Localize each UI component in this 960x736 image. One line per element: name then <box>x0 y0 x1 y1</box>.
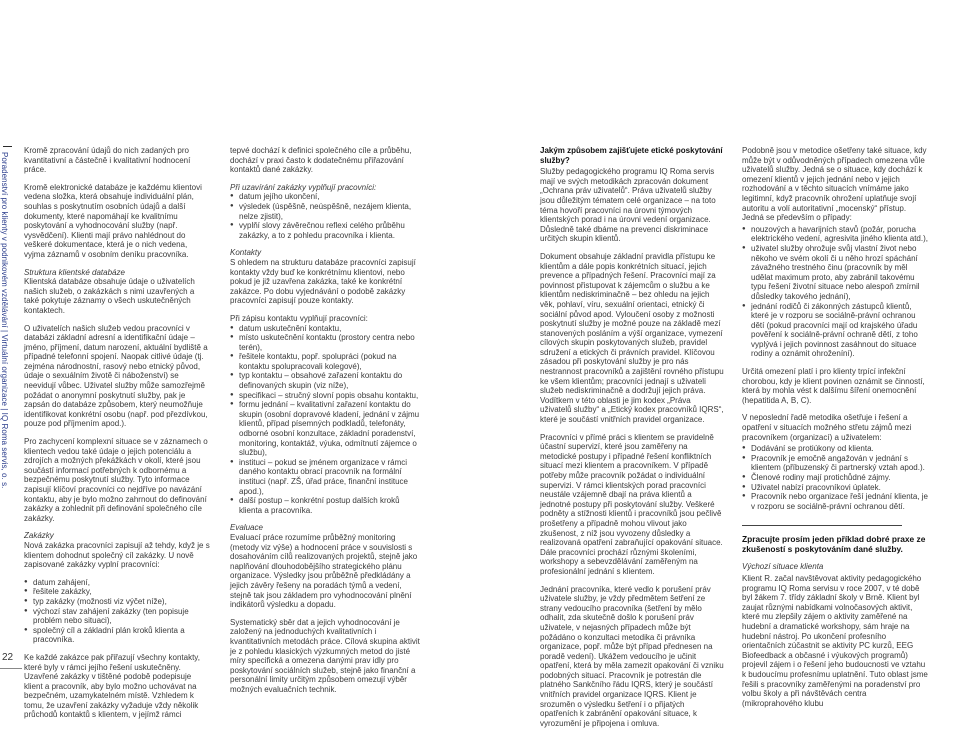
list-item: ● formu jednání – kvalitativní zařazení kontaktu do skupin (osobní dopravové kladení, jednání v zájmu klientů, případ písemných podkladů, telefonáty, odborné osobní konzultace, základní poradenství, monitoring, kontaktáž, výuka, odmítnutí zájemce o službu), <box>230 400 420 458</box>
list-item: ● datum uskutečnění kontaktu, <box>230 324 420 334</box>
list-item: ● výsledek (úspěšně, neúspěšně, nezájem klienta, nelze zjistit), <box>230 202 420 221</box>
paragraph: S ohledem na strukturu databáze pracovníci zapisují kontakty vždy buď ke konkrétnímu klientovi, nebo pokud je již uzavřena zakázka, také ke konkrétní zakázce. Po dobu vyjednávání o podobě zakázky pracovníci zapisují pouze kontakty. <box>230 257 416 306</box>
list-item: ● typ kontaktu – obsahové zařazení kontaktu do definovaných skupin (viz níže), <box>230 371 420 390</box>
paragraph: Podobně jsou v metodice ošetřeny také situace, kdy může být v odůvodněných případech omezena vůle uživatelů služby. Jedná se o situace, kdy dochází k omezení klientů v jejich jednání nebo v jejich rozhodování a v těchto situacích vnímáme jako legitimní, když pracovník ohrožení uplatňuje svojí autoritu a volí autoritativní „mocenský“ přístup. Jedná se především o případy: <box>742 146 927 223</box>
list-item: ● místo uskutečnění kontaktu (prostory centra nebo terén), <box>230 333 420 352</box>
subheading: Při uzavírání zakázky vyplňují pracovníci: <box>230 182 377 192</box>
paragraph: Kromě elektronické databáze je každému klientovi vedena složka, která obsahuje individuální plán, souhlas s poskytnutím osobních údajů a další dokumenty, které napomáhají ke kvalitnímu poskytování a vyhodnocování služby (např. vysvědčení). Klienti mají právo nahlédnout do veškeré dokumentace, která je o nich vedena, vyjma záznamů v osobním deníku pracovníka. <box>24 182 202 259</box>
list-item: ● společný cíl a základní plán kroků klienta a pracovníka. <box>24 626 210 645</box>
paragraph: Klient R. začal navštěvovat aktivity pedagogického programu IQ Roma servisu v roce 2007, v té době byl žákem 7. třídy základní školy v Brně. Klient byl zaujat různými nabídkami volnočasových aktivit, které mu zlepšily zájem o aktivity zaměřené na hudební a dramatické workshopy, sám hraje na hudební nástroj. Po ukončení profesního orientačních zúčastnit se aktivity PC kurzů, EEG Biofeedback a občasné i výukových programů) projevil zájem i o řešení jeho budoucnosti ve vztahu k budoucímu profesnímu uplatnění. Tuto oblast jsme řešili s pracovníky zaměřenými na poradenství pro volbu školy a při návštěvách centra (mikroprahového klubu <box>742 573 928 708</box>
list-item: ● datum jejího ukončení, <box>230 192 420 202</box>
paragraph: Nová zakázka pracovníci zapisují až tehdy, když je s klientem dohodnut společný cíl zakázky. U nově zapisované zakázky vyplní pracovníci: <box>24 540 210 570</box>
bullet-list <box>24 578 210 645</box>
list-item: ● Pracovník je emočně angažován v jednání s klientem (příbuzenský či partnerský vztah apod.). <box>742 454 928 473</box>
list-item: ● vyplňí slovy závěrečnou reflexi celého průběhu zakázky, a to z pohledu pracovníka i klienta. <box>230 221 420 240</box>
paragraph: Systematický sběr dat a jejich vyhodnocování je založený na jednoduchých kvalitativních i kvantitativních metodách práce. Cílová skupina aktivit je z pohledu klasických výzkumných metod do jisté míry specifická a omezena danými prav idly pro poskytování sociálních služeb, stejně jako finanční a personální limity určitým způsobem omezují výběr možných evaluačních technik. <box>230 617 420 694</box>
list-item: ● Uživatel nabízí pracovníkovi úplatek. <box>742 483 928 493</box>
list-item: ● řešitele kontaktu, popř. spolupráci (pokud na kontaktu spolupracovali kolegové), <box>230 352 420 371</box>
bullet-list <box>742 444 928 511</box>
subheading: Zakázky <box>24 531 54 541</box>
column-1 <box>24 146 210 728</box>
subheading: Evaluace <box>230 523 263 533</box>
paragraph: Ke každé zakázce pak přiřazují všechny kontakty, které byly v rámci jejího řešení uskutečněny. Uzavřené zakázky v tištěné podobě podepisuje klient a pracovník, aby bylo možno uchovávat na bezpečném, uzamykatelném místě. Vzhledem k tomu, že uzavření zakázky vyžaduje vždy několik průchodů kontaktů s klientem, v jejímž rámci <box>24 652 200 720</box>
list-item: ● další postup – konkrétní postup dalších kroků klienta a pracovníka. <box>230 496 420 515</box>
paragraph: Pro zachycení komplexní situace se v záznamech o klientech vedou také údaje o jejich potenciálu a zdrojích a možných překážkách v okolí, které jsou součástí informací potřebných k odbornému a bezpečnému poskytnutí služby. Tyto informace zapisují klíčoví pracovníci co nejdříve po navázání kontaktu, aby je bylo možno zahrnout do definování zakázky a zohlednit při definování společného cíle zakázky. <box>24 437 208 523</box>
bullet-list <box>230 192 420 240</box>
list-item: ● uživatel služby ohrožuje svůj vlastní život nebo někoho ve svém okolí či u něho hrozí spáchání závažného trestného činu (pracovník by měl udělat maximum proto, aby zabránil takovému typu řešení životní situace nebo alespoň zmírnil důsledky takového jednání), <box>742 244 928 302</box>
paragraph: Pracovníci v přímé práci s klientem se pravidelně účastní supervizí, které jsou zaměřeny na metodické postupy i případné řešení konfliktních situací mezi klientem a pracovníkem. V případě potřeby může pracovník požádat o individuální supervizi. V rámci klientských porad pracovníci neustále vzájemně dbají na práva klientů a jednotné postupy při poskytování služby. Veškeré podněty a stížnosti klientů i pracovníků jsou pečlivě prošetřeny a případně mohou vlivout jako zkušenost, z níž jsou vyvozeny důsledky a realizovaná opatření zabraňující opakování situace. Dále pracovníci prochází různými školeními, workshopy a sebevzdělávání zaměřeným na profesionální jednání s klientem. <box>540 432 723 576</box>
subheading: Struktura klientské databáze <box>24 267 125 277</box>
paragraph: Klientská databáze obsahuje údaje o uživatelích našich služeb, o zakázkách s nimi uzavřených a také pokytuje záznamy o všech uskutečněných kontaktech. <box>24 277 195 315</box>
paragraph: Kromě zpracování údajů do nich zadaných pro kvantitativní a částečně i kvalitativní hodnocení práce. <box>24 146 191 175</box>
column-2 <box>230 146 420 702</box>
subheading: Výchozí situace klienta <box>742 562 824 572</box>
list-item: ● typ zakázky (možnosti viz výčet níže), <box>24 597 210 607</box>
column-4 <box>742 146 928 716</box>
paragraph: Evaluací práce rozumíme průběžný monitoring (metody viz výše) a hodnocení práce v souvislosti s dosahováním cílů realizovaných projektů, stejně jako naplňování dlouhodobějšího strategického plánu organizace. Výsledky jsou průběžně předkládány a jejich závěry řešeny na poradách týmů a vedení, stejně tak jsou základem pro vyhodnocování plnění indikátorů výsledku a dopadu. <box>230 532 418 610</box>
list-item: ● instituci – pokud se jménem organizace v rámci daného kontaktu obrací pracovník na formální instituci (např. ZŠ, úřad práce, finanční instituce apod.), <box>230 458 420 496</box>
bullet-list <box>230 324 420 516</box>
paragraph: Určitá omezení platí i pro klienty trpící infekční chorobou, kdy je klient povinen oznámit se činností, která by mohla vést k dalšímu šíření onemocnění (hepatitida A, B, C). <box>742 367 925 405</box>
paragraph: O uživatelích našich služeb vedou pracovníci v databázi základní adresní a identifikační údaje – jméno, příjmení, datum narození, aktuální bydliště a případné telefonní spojení. Naopak citlivé údaje (tj. zejména národnostní, rasový nebo etnický původ, údaje o sexuálním životě či náboženství) se neevidují vůbec. Uživatel služby může samozřejmě požádat o anonymní poskytnutí služby, pak je zapsán do databáze způsobem, který neumožňuje identifikovat konkrétní osobu (např. pod přezdívkou, pouze pod příjmením apod.). <box>24 323 208 429</box>
question-heading: Jakým způsobem zajišťujete etické poskytování služby? <box>540 146 723 165</box>
paragraph: Služby pedagogického programu IQ Roma servis mají ve svých metodikách zpracován dokument „Ochrana práv uživatelů“. Práva uživatelů služby jsou důležitým tématem celé organizace – na toto téma hovoří pracovníci na úrovni týmových klientských porad i na úrovni vedení organizace. Důsledně také dbáme na prevenci diskriminace určitých skupin klientů. <box>540 167 716 244</box>
bullet-list <box>742 225 928 359</box>
list-item: ● jednání rodičů či zákonných zástupců klientů, které je v rozporu se sociálně-právní ochranou dětí (pokud pracovníci mají od krajského úřadu pověření k sociálně-právní ochraně dětí, z toho vyplývá i jejich povinnost zasáhnout do situace rodiny a oznámit ohroženíní). <box>742 302 928 360</box>
list-item: ● specifikaci – stručný slovní popis obsahu kontaktu, <box>230 391 420 401</box>
paragraph: tepvé dochází k definici společného cíle a průběhu, dochází v praxi často k dodatečnému přiřazování kontaktů dané zakázky. <box>230 146 412 175</box>
page-number-rule <box>0 668 22 669</box>
question-heading: Zpracujte prosím jeden příklad dobré praxe ze zkušeností s poskytováním dané služby. <box>742 534 926 555</box>
paragraph: Při zápisu kontaktu vyplňují pracovníci: <box>230 313 368 323</box>
paragraph: Jednání pracovníka, které vedlo k porušení práv uživatele služby, je vždy předmětem šetření ze strany vedoucího pracovníka (šetření by mělo odhalit, zda skutečně došlo k porušení práv uživatele, v nejasných případech může být požádáno o konzultaci metodika či právníka organizace, popř. může být případ přednesen na poradě vedení). Ukážem vedoucího je učinit opatření, která by měla zamezit opakování či vzniku podobných situací. Pracovník je potrestán dle platného Sankčního řádu IQRS, který je součástí vnitřních pravidel organizace IQRS. Klient je srozuměn o výsledku šetření i o přijatých opatřeních k zabránění opakování situace, k vyrozumění je připojena i omluva. <box>540 584 724 728</box>
side-tab-rule <box>3 146 12 147</box>
side-tab <box>0 146 14 489</box>
list-item: ● Dodávání se protiúkony od klienta. <box>742 444 928 454</box>
paragraph: V neposlední řadě metodika ošetřuje i řešení a opatření v situacích možného střetu zájmů mezi pracovníkem (organizací) a uživatelem: <box>742 413 912 442</box>
column-3 <box>540 146 724 736</box>
list-item: ● řešitele zakázky, <box>24 587 210 597</box>
paragraph: Dokument obsahuje základní pravidla přístupu ke klientům a dále popis konkrétních situací, jejich prevence a případných řešení. Pracovníci mají za povinnost přistupovat k zájemcům o službu a ke klientům nediskriminačně – bez ohledu na jejich věk, pohlaví, víru, sexuální orientaci, etnický či sociální původ apod. Vyloučení osoby z možnosti poskytnutí služby je možné pouze na základě mezí stanovených posláním a výší organizace, vymezení cílových skupin poskytovaných služeb, pravidel sdružení a etických či právních pravidel. Klíčovou zásadou při poskytování služby je pro nás nestrannost pracovníků a zajištění rovného přístupu ke všem klientům; pracovníci jednají s uživateli služeb nediskriminačně a dodržují jejich práva. Vodítkem v této oblasti je jim kodex „Práva uživatelů služby“ a „Etický kodex pracovníků IQRS“, které je součástí vnitřních pravidel organizace. <box>540 251 724 425</box>
list-item: ● nouzových a havarijních stavů (požár, porucha elektrického vedení, agresivita jiného klienta atd.), <box>742 225 928 244</box>
list-item: ● datum zahájení, <box>24 578 210 588</box>
list-item: ● Pracovník nebo organizace řeší jednání klienta, je v rozporu se sociálně-právní ochranou dětí. <box>742 492 928 511</box>
page-number: 22 <box>2 652 14 663</box>
list-item: ● Členové rodiny mají protichůdné zájmy. <box>742 473 928 483</box>
side-tab-text: Poradenství pro klienty v podnikovém vzdělávání | Virtuální organizace | IQ Roma servis, o. s. <box>0 152 9 489</box>
list-item: ● výchozí stav zahájení zakázky (ten popisuje problém nebo situaci), <box>24 607 210 626</box>
subheading: Kontakty <box>230 248 262 258</box>
section-rule <box>742 525 902 526</box>
